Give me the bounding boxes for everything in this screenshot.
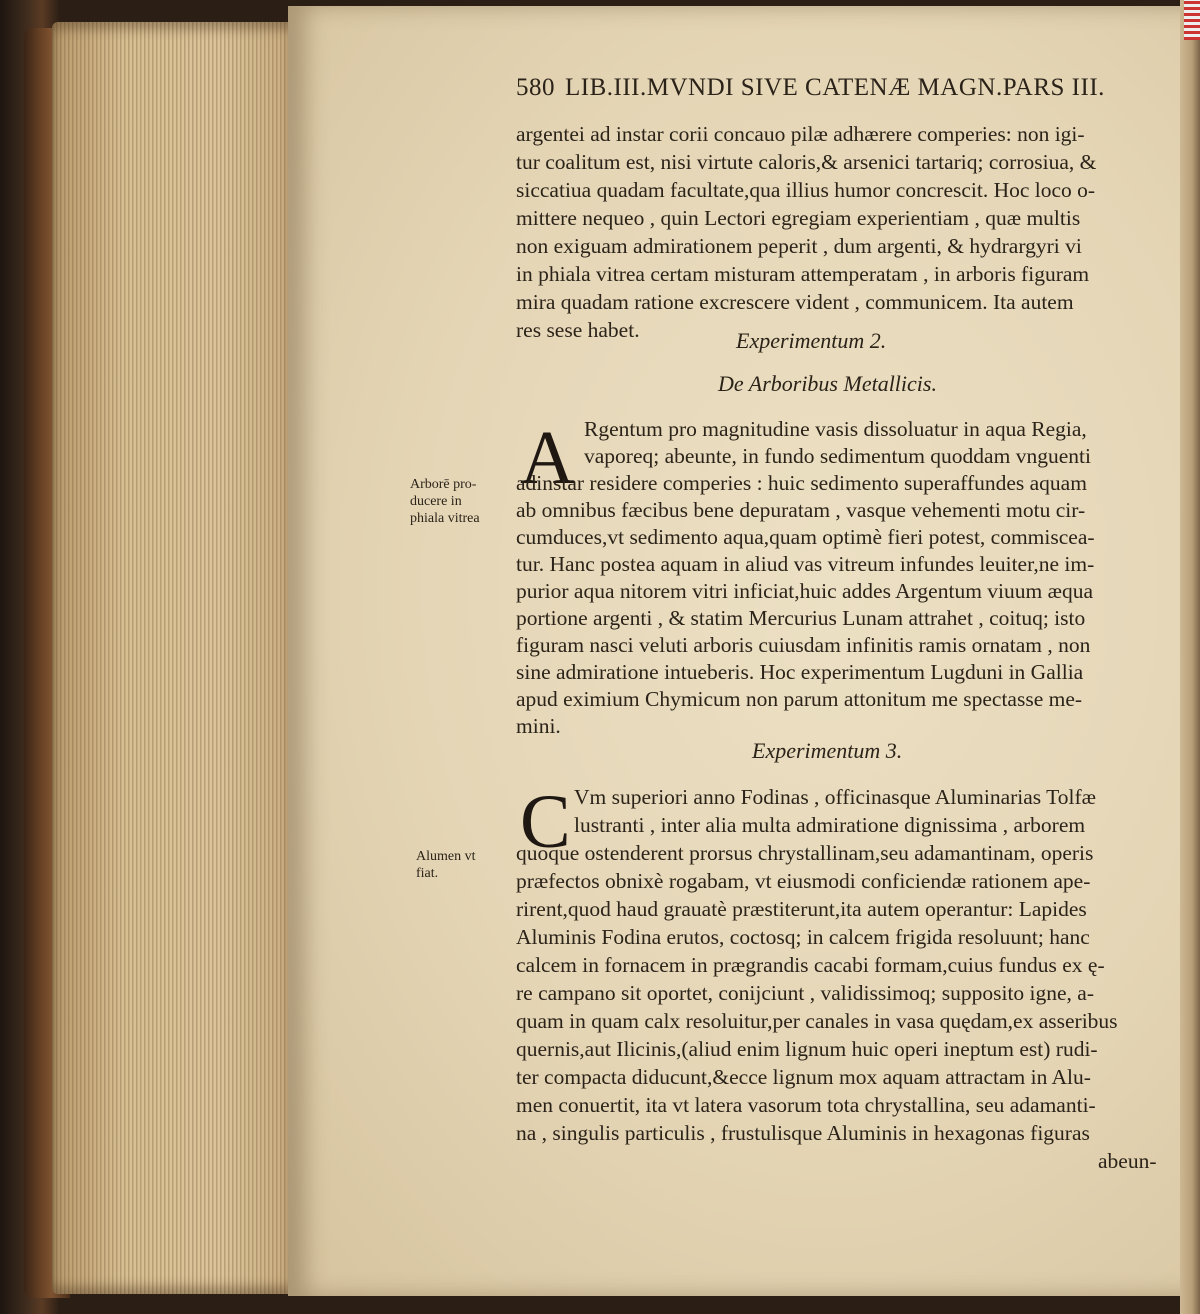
page-block-edges: [52, 22, 292, 1294]
running-head-title: LIB.III.MVNDI SIVE CATENÆ MAGN.PARS III.: [565, 74, 1105, 101]
body-line: portione argenti , & statim Mercurius Lunam attrahet , coituq; isto: [516, 606, 1086, 630]
experiment-2-heading: Experimentum 2.: [736, 328, 887, 353]
body-line: apud eximium Chymicum non parum attonitum me spectasse me-: [516, 687, 1083, 711]
body-line: præfectos obnixè rogabam, vt eiusmodi conficiendæ rationem ape-: [516, 869, 1091, 893]
body-line: lustranti , inter alia multa admiratione dignissima , arborem: [574, 813, 1086, 837]
bookmark-ribbon: [1184, 0, 1200, 40]
body-line: quam in quam calx resoluitur,per canales in vasa quędam,ex asseribus: [516, 1009, 1118, 1033]
catchword: abeun-: [1098, 1149, 1157, 1173]
body-line: Rgentum pro magnitudine vasis dissoluatur in aqua Regia,: [584, 417, 1087, 441]
body-line: calcem in fornacem in prægrandis cacabi formam,cuius fundus ex ę-: [516, 953, 1105, 977]
margin-note-line: Arborē pro-: [410, 477, 477, 492]
dropcap-a: A: [520, 416, 575, 500]
page-number: 580: [516, 74, 555, 101]
running-head: [516, 74, 1105, 102]
body-line: vaporeq; abeunte, in fundo sedimentum quoddam vnguenti: [584, 444, 1091, 468]
dropcap-c: C: [520, 780, 571, 864]
body-line: sine admiratione intueberis. Hoc experimentum Lugduni in Gallia: [516, 660, 1084, 684]
experiment-3-heading: Experimentum 3.: [752, 738, 903, 763]
margin-note-arbore: [410, 476, 480, 527]
body-line: Aluminis Fodina erutos, coctosq; in calcem frigida resoluunt; hanc: [516, 925, 1090, 949]
body-line: quoque ostenderent prorsus chrystallinam,seu adamantinam, operis: [516, 841, 1094, 865]
body-line: non exiguam admirationem peperit , dum argenti, & hydrargyri vi: [516, 234, 1082, 258]
body-line: adinstar residere comperies : huic sedimento superaffundes aquam: [516, 471, 1087, 495]
body-line: mini.: [516, 714, 561, 738]
body-line: tur. Hanc postea aquam in aliud vas vitreum infundes leuiter,ne im-: [516, 552, 1095, 576]
body-line: mira quadam ratione excrescere vident , communicem. Ita autem: [516, 290, 1074, 314]
margin-note-line: phiala vitrea: [410, 511, 480, 526]
body-line: tur coalitum est, nisi virtute caloris,& arsenici tartariq; corrosiua, &: [516, 150, 1097, 174]
body-line: ab omnibus fæcibus bene depuratam , vasque vehementi motu cir-: [516, 498, 1086, 522]
body-line: na , singulis particulis , frustulisque Aluminis in hexagonas figuras: [516, 1121, 1090, 1145]
right-page-edge: [1180, 0, 1200, 1314]
body-line: res sese habet.: [516, 318, 640, 342]
body-line: men conuertit, ita vt latera vasorum tota chrystallina, seu adamanti-: [516, 1093, 1096, 1117]
body-line: figuram nasci veluti arboris cuiusdam infinitis ramis ornatam , non: [516, 633, 1091, 657]
margin-note-line: Alumen vt: [416, 849, 476, 864]
body-line: siccatiua quadam facultate,qua illius humor concrescit. Hoc loco o-: [516, 178, 1096, 202]
body-line: ter compacta diducunt,&ecce lignum mox aquam attractam in Alu-: [516, 1065, 1091, 1089]
body-line: re campano sit oportet, conijciunt , validissimoq; supposito igne, a-: [516, 981, 1095, 1005]
margin-note-line: fiat.: [416, 866, 439, 881]
body-line: in phiala vitrea certam misturam attemperatam , in arboris figuram: [516, 262, 1090, 286]
body-line: purior aqua nitorem vitri inficiat,huic addes Argentum viuum æqua: [516, 579, 1093, 603]
body-line: quernis,aut Ilicinis,(aliud enim lignum huic operi ineptum est) rudi-: [516, 1037, 1098, 1061]
experiment-2-subheading: De Arboribus Metallicis.: [718, 371, 937, 396]
body-line: mittere nequeo , quin Lectori egregiam experientiam , quæ multis: [516, 206, 1081, 230]
margin-note-line: ducere in: [410, 494, 462, 509]
body-line: rirent,quod haud grauatè præstiterunt,ita autem operantur: Lapides: [516, 897, 1087, 921]
body-line: cumduces,vt sedimento aqua,quam optimè fieri potest, commiscea-: [516, 525, 1095, 549]
body-line: argentei ad instar corii concauo pilæ adhærere comperies: non igi-: [516, 122, 1085, 146]
margin-note-alumen: [416, 848, 476, 882]
body-line: Vm superiori anno Fodinas , officinasque Aluminarias Tolfæ: [574, 785, 1096, 809]
